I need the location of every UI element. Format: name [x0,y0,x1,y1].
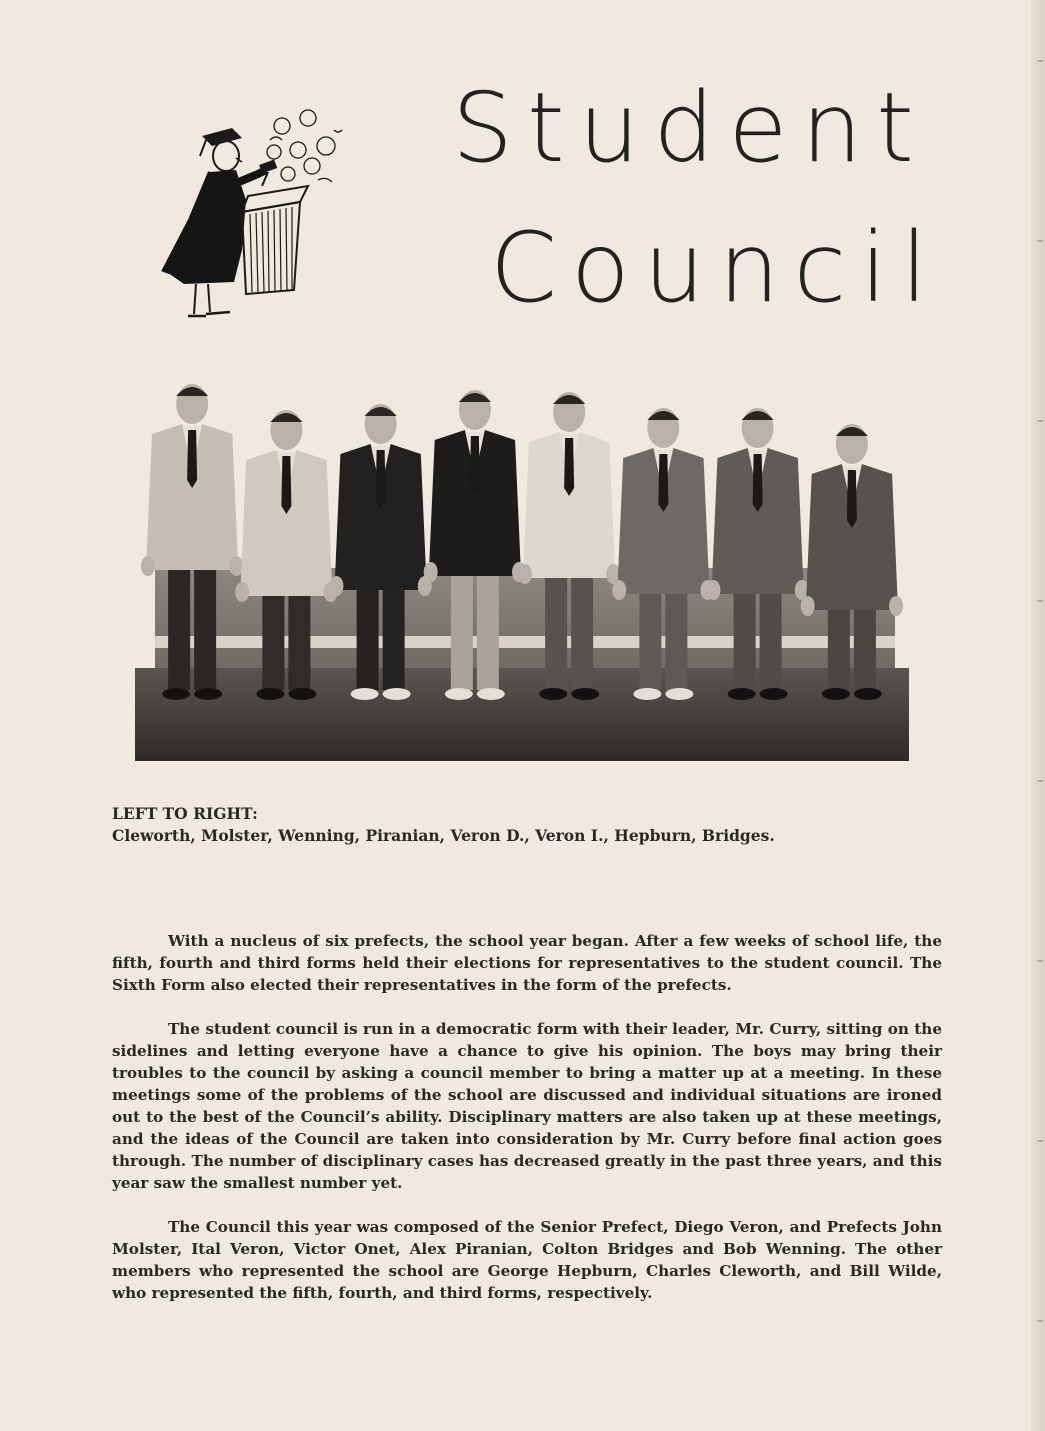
photo-caption [112,803,932,847]
edge-tick [1037,240,1043,242]
edge-tick [1037,60,1043,62]
edge-tick [1037,960,1043,962]
title-line-2: Council [490,212,942,324]
caption-names: Cleworth, Molster, Wenning, Piranian, Veron D., Veron I., Hepburn, Bridges. [112,826,775,845]
edge-tick [1037,420,1043,422]
page-title [440,60,960,350]
page-edge [1031,0,1045,1431]
graduate-with-gavel-icon [150,100,350,330]
paragraph: The Council this year was composed of the Senior Prefect, Diego Veron, and Prefects John Molster, Ital Veron, Victor Onet, Alex Piranian, Colton Bridges and Bob Wenning. The other members who represented the school are George Hepburn, Charles Cleworth, and Bill Wilde, who represented the fifth, fourth, and third forms, respectively. [112,1218,942,1302]
caption-heading: LEFT TO RIGHT: [112,804,258,823]
group-photo-icon [135,368,909,761]
paragraph: With a nucleus of six prefects, the school year began. After a few weeks of school life, the fifth, fourth and third forms held their elections for representatives to the student council. The Sixth Form also elected their representatives in the form of the prefects. [112,932,942,994]
article-body [112,930,942,1326]
title-line-1: Student [452,72,928,184]
edge-tick [1037,1140,1043,1142]
edge-tick [1037,780,1043,782]
edge-tick [1037,600,1043,602]
edge-tick [1037,1320,1043,1322]
paragraph: The student council is run in a democratic form with their leader, Mr. Curry, sitting on the sidelines and letting everyone have a chance to give his opinion. The boys may bring their troubles to the council by asking a council member to bring a matter up at a meeting. In these meetings some of the problems of the school are discussed and individual situations are ironed out to the best of the Council’s ability. Disciplinary matters are also taken up at these meetings, and the ideas of the Council are taken into consideration by Mr. Curry before final action goes through. The number of disciplinary cases has decreased greatly in the past three years, and this year saw the smallest number yet. [112,1020,942,1192]
